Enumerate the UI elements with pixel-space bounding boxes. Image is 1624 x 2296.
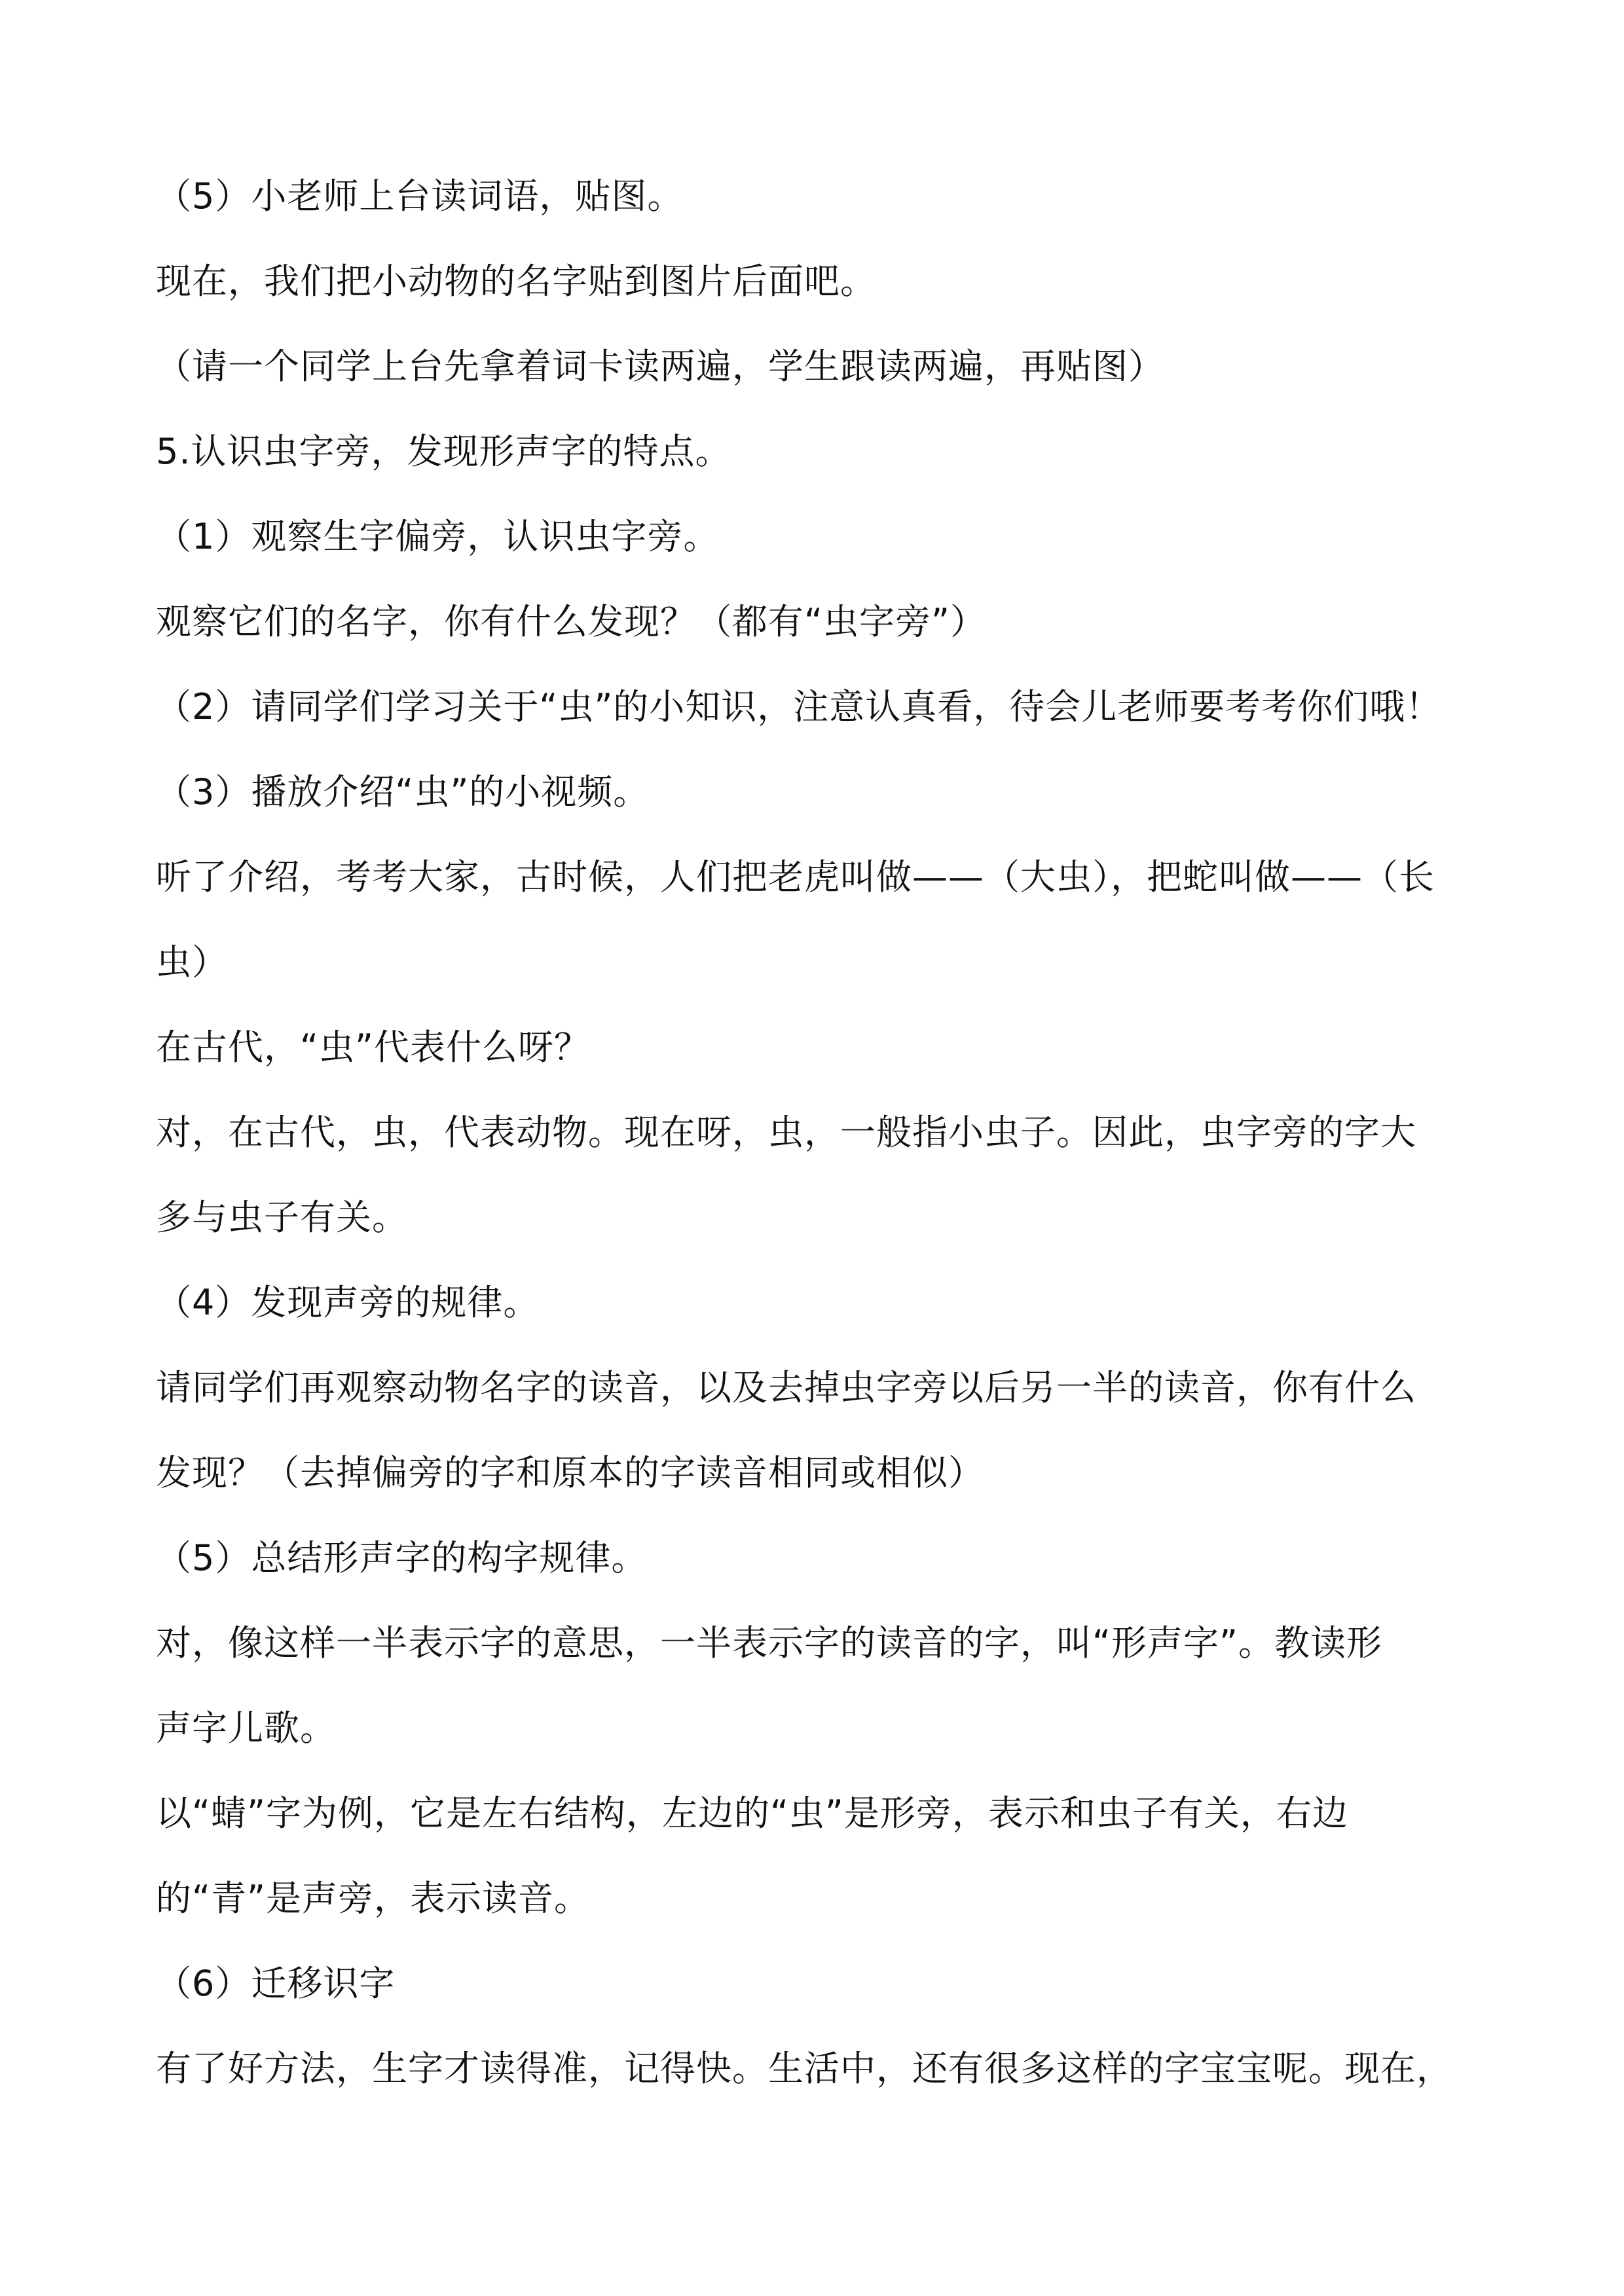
text-line: 多与虫子有关。 [156,1197,408,1238]
text-line: 的“青”是声旁，表示读音。 [156,1878,590,1919]
text-line: 对，像这样一半表示字的意思，一半表示字的读音的字，叫“形声字”。教读形 [156,1622,1382,1664]
text-line: （4）发现声旁的规律。 [156,1282,540,1323]
text-line: 有了好方法，生字才读得准，记得快。生活中，还有很多这样的字宝宝呢。现在， [156,2048,1452,2089]
text-line: 观察它们的名字，你有什么发现？（都有“虫字旁”） [156,601,986,642]
text-line: 现在，我们把小动物的名字贴到图片后面吧。 [156,261,876,302]
text-line: （3）播放介绍“虫”的小视频。 [156,771,650,812]
text-line: 声字儿歌。 [156,1707,336,1749]
text-line: 虫） [156,941,228,983]
text-line: （6）迁移识字 [156,1963,396,2004]
text-line: 发现？（去掉偏旁的字和原本的字读音相同或相似） [156,1452,984,1493]
text-line: 请同学们再观察动物名字的读音，以及去掉虫字旁以后另一半的读音，你有什么 [156,1367,1416,1408]
text-line: （2）请同学们学习关于“虫”的小知识，注意认真看，待会儿老师要考考你们哦！ [156,686,1442,727]
text-line: 听了介绍，考考大家，古时候，人们把老虎叫做——（大虫），把蛇叫做——（长 [156,856,1435,898]
text-line: （1）观察生字偏旁，认识虫字旁。 [156,516,720,557]
text-line: 以“蜻”字为例，它是左右结构，左边的“虫”是形旁，表示和虫子有关，右边 [156,1793,1348,1834]
text-line: 5.认识虫字旁，发现形声字的特点。 [156,431,731,472]
text-line: 对，在古代，虫，代表动物。现在呀，虫，一般指小虫子。因此，虫字旁的字大 [156,1112,1416,1153]
text-line: （5）总结形声字的构字规律。 [156,1537,648,1578]
text-line: （5）小老师上台读词语，贴图。 [156,175,684,217]
text-line: 在古代，“虫”代表什么呀？ [156,1027,590,1068]
text-line: （请一个同学上台先拿着词卡读两遍，学生跟读两遍，再贴图） [156,346,1164,387]
